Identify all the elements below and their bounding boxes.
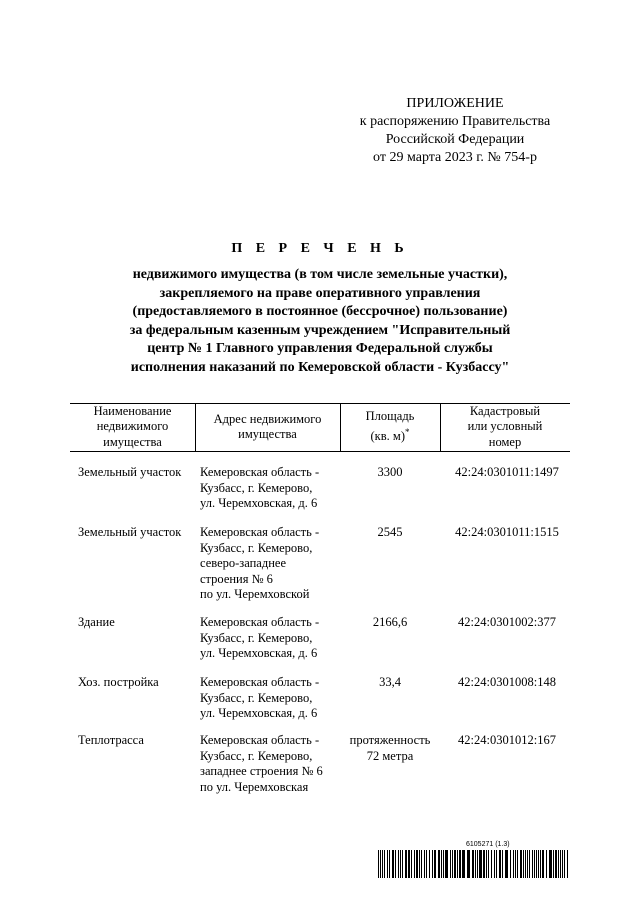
document-title: П Е Р Е Ч Е Н Ь: [231, 241, 409, 256]
cell-area: 2545: [377, 525, 403, 539]
cell-area: протяженность 72 метра: [349, 733, 431, 763]
cell-name: Земельный участок: [78, 465, 182, 479]
cell-cadastral: 42:24:0301002:377: [458, 615, 556, 629]
cell-address: Кемеровская область - Кузбасс, г. Кемерово, ул. Черемховская, д. 6: [200, 465, 320, 510]
subtitle-line: исполнения наказаний по Кемеровской области - Кузбассу": [130, 359, 510, 375]
header-cadastral: Кадастровый или условный номер: [467, 403, 543, 449]
cell-name: Хоз. постройка: [78, 675, 159, 689]
header-address: Адрес недвижимого имущества: [213, 411, 322, 441]
subtitle-line: за федеральным казенным учреждением "Исправительный: [129, 322, 511, 338]
appendix-line: от 29 марта 2023 г. № 754-р: [373, 150, 537, 165]
cell-cadastral: 42:24:0301011:1515: [455, 525, 559, 539]
subtitle-line: (предоставляемого в постоянное (бессрочное) пользование): [132, 304, 508, 319]
appendix-line: к распоряжению Правительства: [359, 114, 551, 129]
cell-name: Здание: [78, 615, 115, 629]
subtitle-line: центр № 1 Главного управления Федеральной службы: [147, 341, 493, 356]
appendix-line: Российской Федерации: [385, 132, 525, 147]
barcode-icon: [378, 850, 568, 878]
header-name: Наименование недвижимого имущества: [93, 403, 172, 449]
cell-address: Кемеровская область - Кузбасс, г. Кемерово, западнее строения № 6 по ул. Черемховская: [200, 733, 323, 794]
cell-cadastral: 42:24:0301008:148: [458, 675, 556, 689]
cell-name: Теплотрасса: [78, 733, 144, 747]
table-header-rule: [70, 451, 570, 452]
cell-area: 2166,6: [372, 615, 408, 629]
appendix-header: [330, 95, 580, 167]
header-area: Площадь (кв. м)*: [365, 409, 415, 444]
cell-address: Кемеровская область - Кузбасс, г. Кемерово, ул. Черемховская, д. 6: [200, 615, 320, 660]
subtitle-line: закрепляемого на праве оперативного управления: [159, 285, 481, 301]
appendix-line: ПРИЛОЖЕНИЕ: [406, 96, 504, 111]
cell-area: 33,4: [379, 675, 401, 689]
cell-area: 3300: [377, 465, 403, 479]
document-subtitle: [60, 266, 580, 377]
subtitle-line: недвижимого имущества (в том числе земельные участки),: [132, 267, 508, 282]
cell-cadastral: 42:24:0301011:1497: [455, 465, 559, 479]
cell-cadastral: 42:24:0301012:167: [458, 733, 556, 747]
cell-name: Земельный участок: [78, 525, 182, 539]
cell-address: Кемеровская область - Кузбасс, г. Кемерово, северо-западнее строения № 6 по ул. Черемховской: [200, 525, 320, 601]
cell-address: Кемеровская область - Кузбасс, г. Кемерово, ул. Черемховская, д. 6: [200, 675, 320, 720]
footnote-mark: *: [404, 426, 410, 437]
barcode-number: 6105271 (1.3): [466, 841, 510, 848]
